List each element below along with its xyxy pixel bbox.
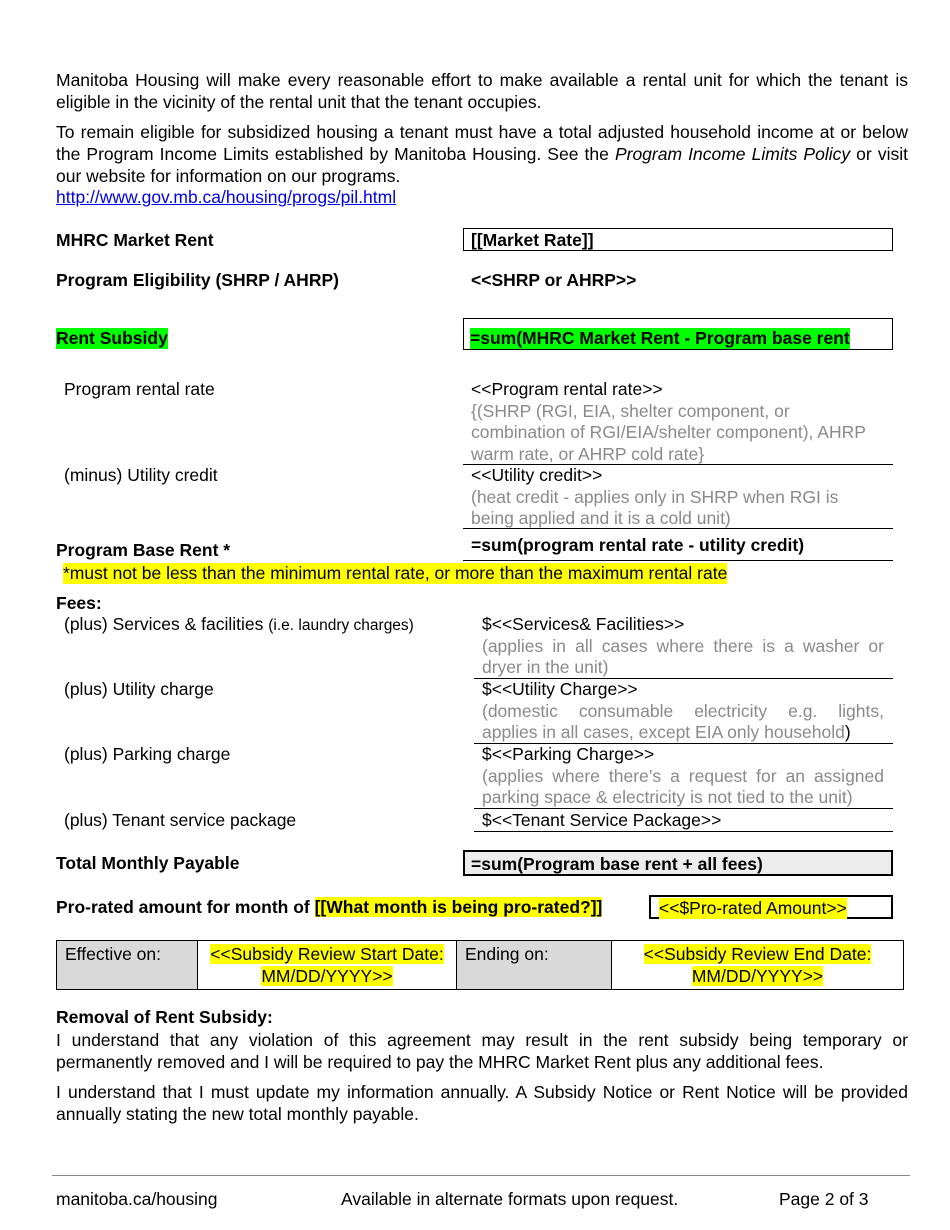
tenant-service-value[interactable]: $<<Tenant Service Package>> [482, 810, 722, 830]
total-label: Total Monthly Payable [56, 853, 240, 873]
total-field[interactable] [463, 850, 893, 876]
prorated-label: Pro-rated amount for month of [56, 897, 310, 917]
end-date-line-2: MM/DD/YYYY>> [691, 966, 824, 986]
market-rent-label: MHRC Market Rent [56, 230, 214, 250]
program-rate-block[interactable] [471, 379, 891, 465]
start-date-line-2: MM/DD/YYYY>> [261, 966, 393, 986]
program-rate-note-2: combination of RGI/EIA/shelter component), AHRP [471, 422, 866, 442]
footer-divider [52, 1175, 910, 1176]
rent-subsidy-label: Rent Subsidy [56, 328, 168, 348]
divider [463, 528, 893, 529]
program-rate-value: <<Program rental rate>> [471, 379, 663, 399]
end-date-cell[interactable] [612, 941, 904, 990]
utility-credit-value: <<Utility credit>> [471, 465, 603, 485]
parking-charge-value: $<<Parking Charge>> [482, 744, 655, 764]
rent-subsidy-field[interactable] [463, 318, 893, 350]
parking-charge-label: (plus) Parking charge [64, 744, 231, 764]
footer-website: manitoba.ca/housing [56, 1189, 218, 1209]
intro-text-end: or visit our website for information on our programs. [56, 144, 908, 186]
program-rate-note-1: {(SHRP (RGI, EIA, shelter component, or [471, 400, 790, 421]
eligibility-value[interactable]: <<SHRP or AHRP>> [471, 270, 637, 290]
total-value: =sum(Program base rent + all fees) [471, 854, 763, 874]
divider [474, 808, 893, 809]
removal-paragraph-1: I understand that any violation of this agreement may result in the rent subsidy being temporary or permanently removed and I will be required to pay the MHRC Market Rent plus any additional fees. [56, 1030, 908, 1072]
rent-subsidy-value: =sum(MHRC Market Rent - Program base rent [470, 328, 850, 348]
services-label [64, 614, 414, 635]
base-rent-label: Program Base Rent * [56, 540, 231, 560]
prorated-month[interactable]: [[What month is being pro-rated?]] [314, 897, 603, 917]
closing-paren: ) [844, 722, 851, 742]
footer-page-number: Page 2 of 3 [779, 1189, 869, 1209]
utility-charge-note-2-text: applies in all cases, except EIA only household [482, 722, 845, 742]
table-row [57, 941, 904, 990]
base-rent-value[interactable]: =sum(program rental rate - utility credit) [471, 535, 805, 555]
base-rent-note: *must not be less than the minimum rental rate, or more than the maximum rental rate [63, 563, 728, 583]
start-date-cell[interactable] [198, 941, 457, 990]
intro-text: To remain eligible for subsidized housing a tenant must have a total adjusted household income at or below the Program Income Limits established by Manitoba Housing. See the [56, 122, 908, 164]
end-date-line-1: <<Subsidy Review End Date: [643, 944, 872, 964]
utility-charge-note-1: (domestic consumable electricity e.g. lights, [482, 700, 884, 721]
income-limits-link[interactable]: http://www.gov.mb.ca/housing/progs/pil.html [56, 187, 397, 207]
ending-label: Ending on: [457, 941, 612, 990]
divider [474, 831, 893, 832]
parking-charge-note-1: (applies where there’s a request for an assigned [482, 765, 884, 786]
effective-label: Effective on: [57, 941, 198, 990]
utility-credit-note-2: being applied and it is a cold unit) [471, 508, 731, 528]
services-note-1: (applies in all cases where there is a washer or [482, 635, 884, 656]
utility-charge-value: $<<Utility Charge>> [482, 679, 638, 699]
program-rate-note-3: warm rate, or AHRP cold rate} [471, 443, 705, 464]
utility-charge-label: (plus) Utility charge [64, 679, 214, 699]
services-label-note: (i.e. laundry charges) [268, 617, 414, 634]
services-label-text: (plus) Services & facilities [64, 614, 264, 634]
policy-name: Program Income Limits Policy [614, 144, 851, 164]
eligibility-label: Program Eligibility (SHRP / AHRP) [56, 270, 339, 290]
utility-credit-note-1: (heat credit - applies only in SHRP when RGI is [471, 486, 839, 507]
market-rent-value: [[Market Rate]] [471, 230, 594, 250]
removal-paragraph-2: I understand that I must update my information annually. A Subsidy Notice or Rent Notice will be provided annually stating the new total monthly payable. [56, 1082, 908, 1124]
services-note-2: dryer in the unit) [482, 657, 609, 677]
utility-charge-note-2 [482, 722, 884, 744]
intro-paragraph-2 [56, 121, 908, 187]
footer-formats: Available in alternate formats upon request. [341, 1189, 679, 1209]
services-block[interactable] [482, 614, 884, 679]
tenant-service-label: (plus) Tenant service package [64, 810, 297, 830]
utility-credit-label: (minus) Utility credit [64, 465, 218, 485]
intro-paragraph-1: Manitoba Housing will make every reasonable effort to make available a rental unit for which the tenant is eligible in the vicinity of the rental unit that the tenant occupies. [56, 70, 908, 112]
prorated-row [56, 897, 602, 918]
market-rent-field[interactable] [463, 228, 893, 251]
parking-charge-note-2: parking space & electricity is not tied to the unit) [482, 787, 853, 807]
start-date-line-1: <<Subsidy Review Start Date: [210, 944, 444, 964]
utility-charge-block[interactable] [482, 679, 884, 744]
prorated-amount: <<$Pro-rated Amount>> [659, 898, 847, 918]
divider [463, 560, 893, 561]
fees-heading: Fees: [56, 593, 102, 613]
prorated-amount-field[interactable] [649, 895, 893, 919]
parking-charge-block[interactable] [482, 744, 884, 809]
removal-heading: Removal of Rent Subsidy: [56, 1007, 273, 1027]
effective-dates-table [56, 940, 904, 990]
utility-credit-block[interactable] [471, 465, 891, 530]
program-rate-label: Program rental rate [64, 379, 215, 399]
services-value: $<<Services& Facilities>> [482, 614, 685, 634]
